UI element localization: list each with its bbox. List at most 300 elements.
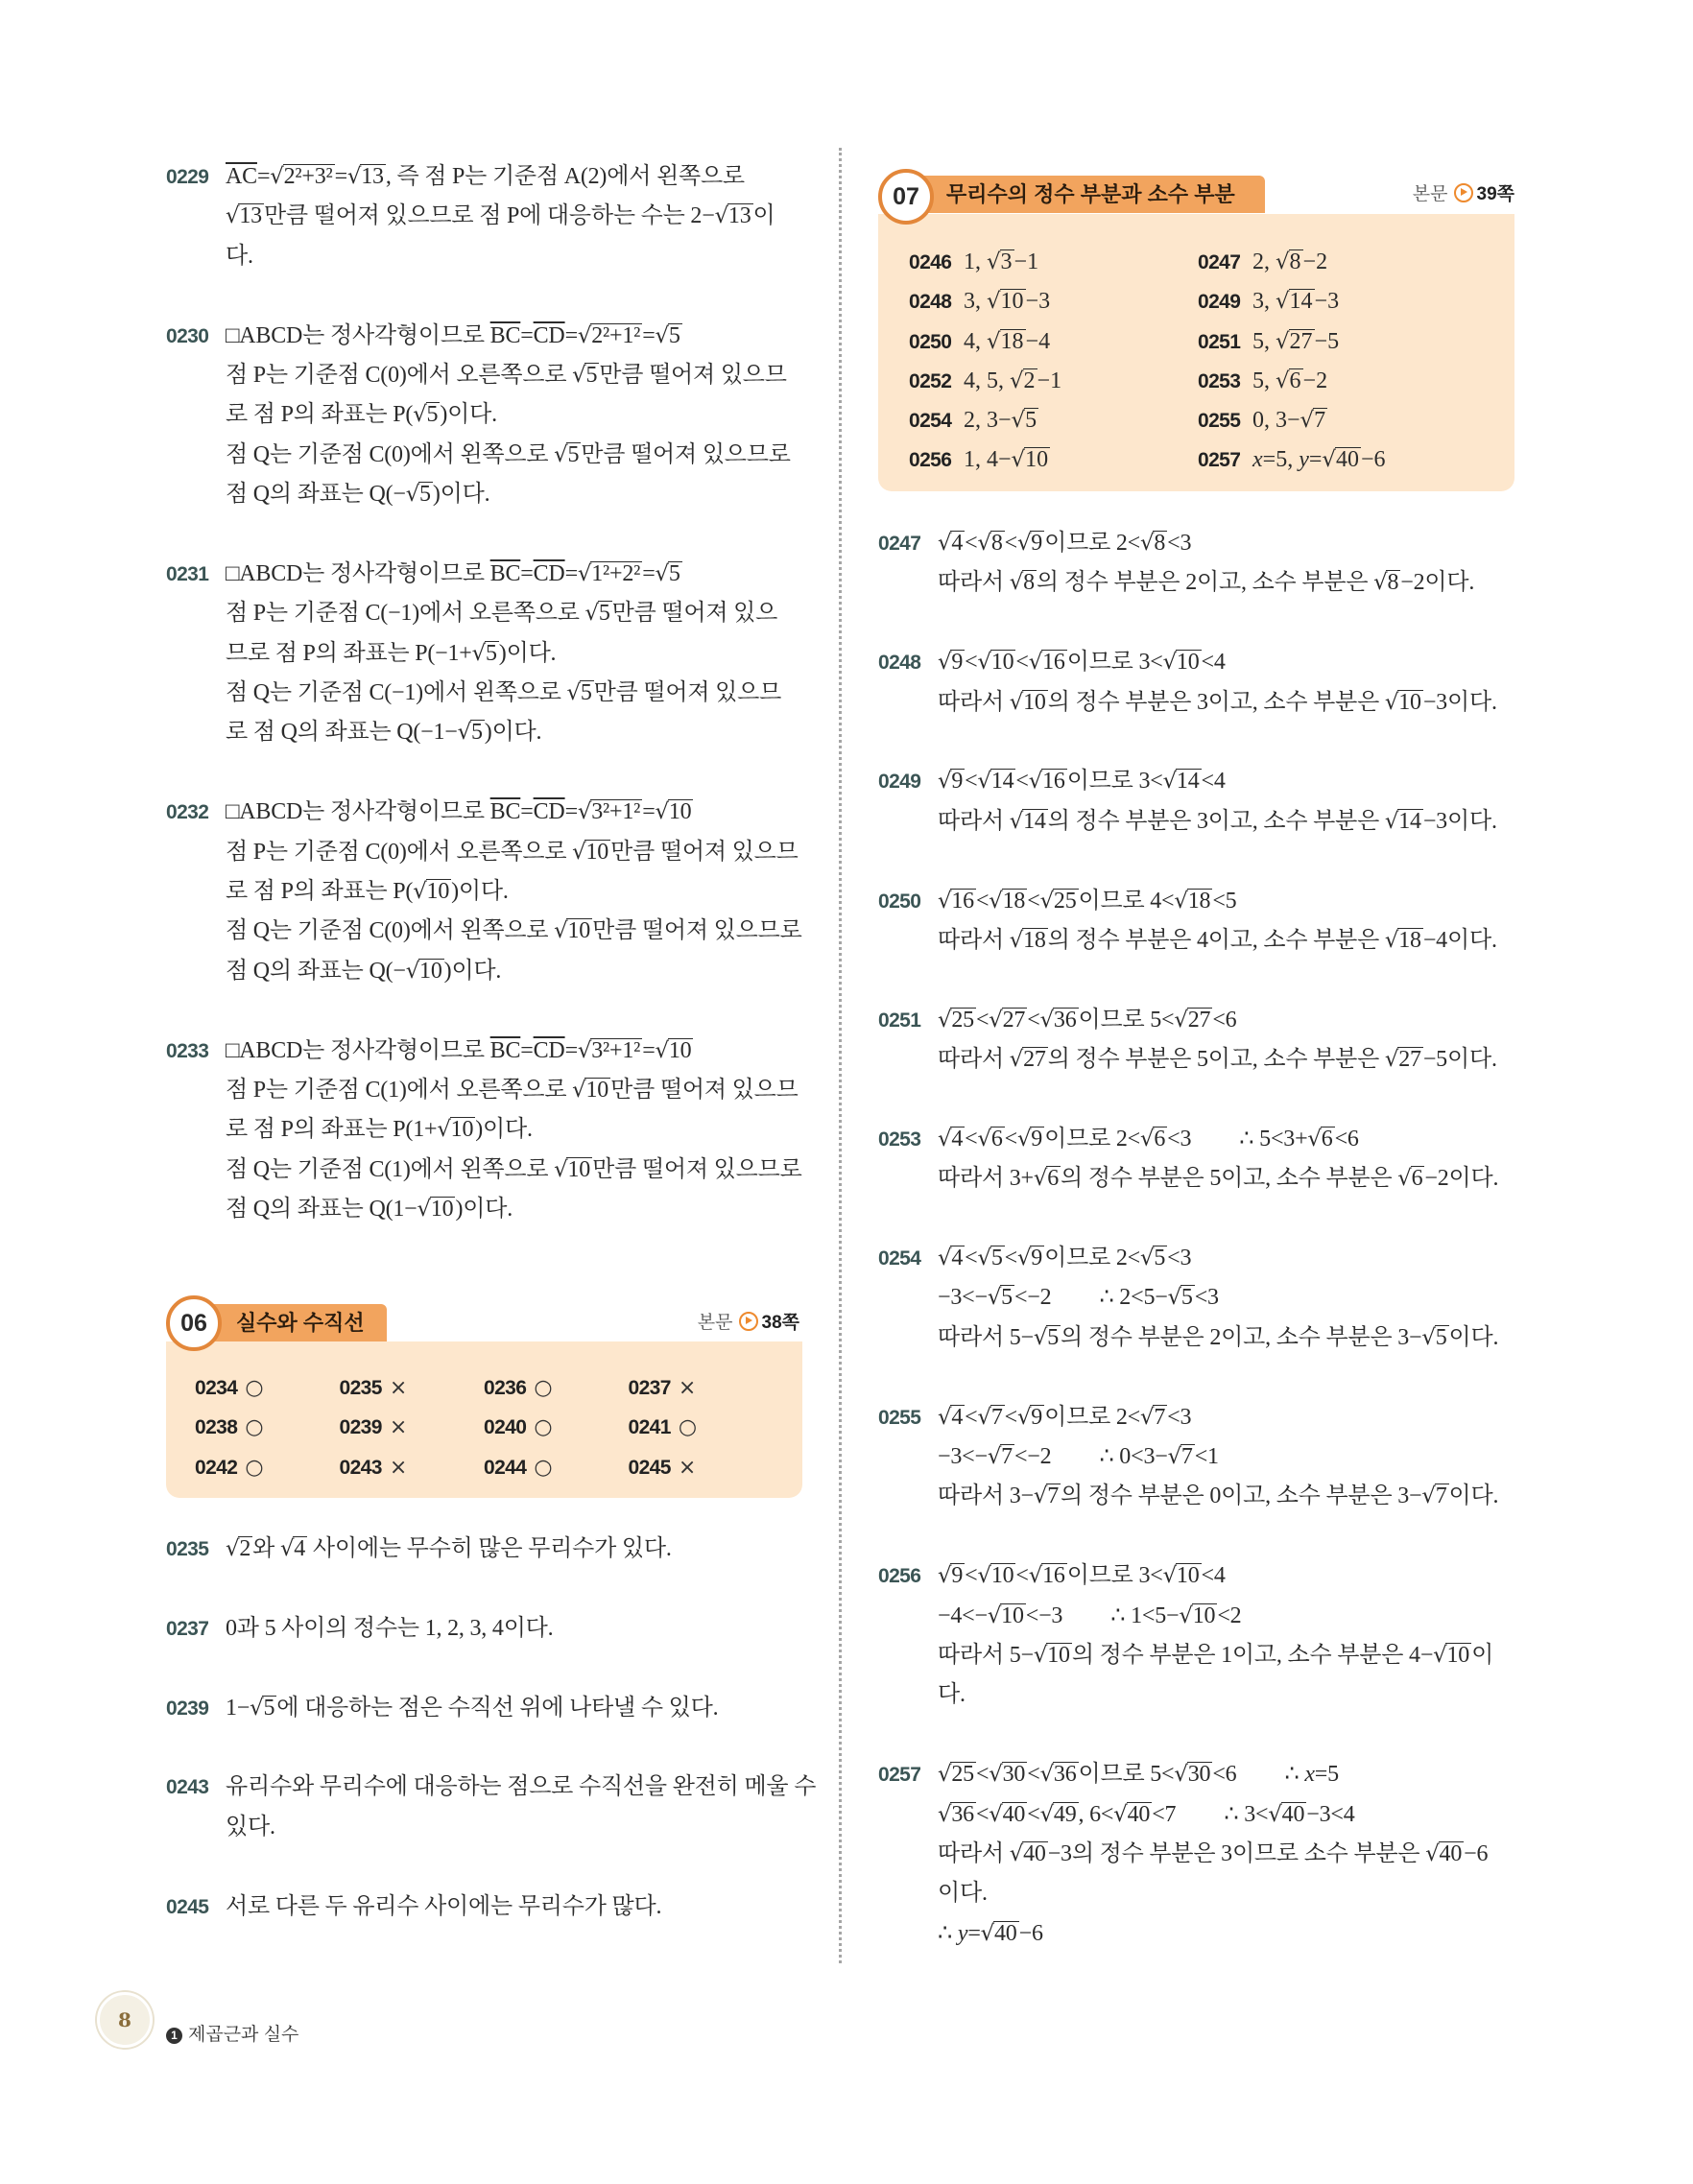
- answer-value: 5, √6−2: [1252, 368, 1328, 393]
- radical-sign-icon: √: [1322, 447, 1336, 473]
- radical-sign-icon: √: [938, 888, 952, 914]
- square-root: [988, 1444, 1014, 1469]
- problem-number: 0254: [909, 410, 952, 433]
- square-root: [989, 889, 1027, 914]
- radical-sign-icon: √: [471, 640, 486, 666]
- text-line: 점 Q의 좌표는 Q(−√5)이다.: [226, 482, 490, 508]
- solution-entry: [878, 1239, 1514, 1358]
- square-root: [977, 531, 1004, 556]
- solution-text: [938, 1120, 1514, 1199]
- text-line: 로 점 P의 좌표는 P(√10)이다.: [226, 879, 509, 905]
- text-line: √25<√30<√36이므로 5<√30<6 ∴ x=5: [938, 1762, 1339, 1788]
- square-root: [1276, 368, 1303, 393]
- square-root: [1433, 1643, 1471, 1668]
- radicand: 18: [1398, 927, 1421, 953]
- answer-value: 1, 4−√10: [964, 447, 1049, 473]
- text-line: 다.: [226, 243, 253, 269]
- square-root: [1012, 447, 1051, 472]
- page-number: 8: [97, 1992, 153, 2048]
- radicand: 40: [1127, 1801, 1151, 1827]
- square-root: [1034, 1166, 1061, 1191]
- answer-item: [1198, 362, 1487, 401]
- solution-entry: [878, 762, 1514, 842]
- answer-value: ×: [678, 1455, 697, 1480]
- square-root: [1017, 531, 1044, 556]
- solution-entry: [166, 317, 802, 515]
- radicand: 7: [1154, 1404, 1166, 1430]
- radicand: 40: [994, 1920, 1017, 1946]
- square-root: [226, 203, 264, 228]
- answer-value: ×: [389, 1415, 408, 1440]
- math-variable: y: [957, 1920, 968, 1946]
- radical-sign-icon: √: [405, 958, 420, 984]
- radicand: 14: [1176, 769, 1200, 795]
- text-line: □ABCD는 정사각형이므로 $\overline{BC}=\overline{CD}=√3^2+1^2=√10$: [226, 799, 692, 825]
- square-root: [656, 799, 694, 824]
- square-root: [1010, 1047, 1048, 1072]
- textbook-page-reference: [1413, 180, 1514, 209]
- radical-sign-icon: √: [1039, 1007, 1054, 1033]
- radical-sign-icon: √: [1421, 1484, 1436, 1509]
- square-root: [656, 561, 682, 586]
- square-root: [437, 1117, 475, 1142]
- square-root: [1017, 1127, 1044, 1151]
- radicand: 2: [239, 1536, 251, 1561]
- solution-text: [226, 1689, 802, 1728]
- solution-text: [938, 762, 1514, 842]
- problem-number: 0252: [909, 369, 952, 392]
- text-line: □ABCD는 정사각형이므로 $\overline{BC}=\overline{CD}=√1^2+2^2=√5$: [226, 560, 680, 586]
- text-line: 따라서 √40−3의 정수 부분은 3이므로 소수 부분은 √40−6: [938, 1840, 1489, 1866]
- radicand: 9: [951, 1563, 964, 1589]
- square-root: [578, 561, 642, 586]
- radicand: 10: [1176, 1563, 1200, 1589]
- square-root: [1140, 1127, 1167, 1151]
- radical-sign-icon: √: [405, 482, 420, 508]
- therefore-clause: ∴ 5<3+: [1239, 1126, 1308, 1151]
- problem-number: 0247: [878, 533, 921, 555]
- answer-item: [909, 322, 1198, 362]
- square-root: [406, 959, 444, 984]
- problem-number: 0243: [339, 1456, 382, 1479]
- square-root: [554, 1157, 592, 1182]
- radical-sign-icon: √: [1113, 1801, 1128, 1827]
- solution-entry: [878, 1398, 1514, 1517]
- square-root: [413, 402, 440, 427]
- solution-text: [226, 317, 802, 515]
- radical-sign-icon: √: [1016, 531, 1032, 556]
- radicand: 10: [585, 1077, 609, 1103]
- radical-sign-icon: √: [977, 531, 991, 556]
- section-number-badge: 06: [166, 1295, 222, 1351]
- solution-text: [226, 555, 802, 753]
- radicand: 8: [1154, 531, 1166, 556]
- radical-sign-icon: √: [987, 1285, 1002, 1311]
- radicand: 7: [1001, 1443, 1013, 1469]
- radicand: 7: [1314, 408, 1326, 434]
- radicand: 10: [1023, 689, 1046, 715]
- square-root: [988, 1285, 1014, 1310]
- radicand: 4: [951, 1404, 964, 1430]
- square-root: [989, 1762, 1027, 1787]
- square-root: [977, 1405, 1004, 1430]
- square-root: [1040, 1802, 1079, 1827]
- square-root: [977, 650, 1015, 675]
- answer-value: ×: [389, 1455, 408, 1480]
- text-line: 이다.: [938, 1881, 988, 1907]
- chapter-title: 제곱근과 실수: [188, 2025, 299, 2045]
- radicand: 9: [1031, 1126, 1043, 1151]
- square-root: [1163, 769, 1202, 794]
- overlined-segment: $\overline{CD}$: [533, 560, 565, 586]
- text-line: 다.: [938, 1682, 966, 1708]
- radical-sign-icon: √: [226, 203, 240, 229]
- square-root: [1276, 289, 1315, 314]
- text-line: √16<√18<√25이므로 4<√18<5: [938, 888, 1237, 914]
- solution-entry: [878, 1556, 1514, 1716]
- radicand: 9: [951, 769, 964, 795]
- radicand: 14: [1289, 289, 1313, 315]
- problem-number: 0244: [484, 1456, 527, 1479]
- overlined-segment: $\overline{AC}$: [226, 164, 257, 189]
- radicand: 7: [990, 1404, 1003, 1430]
- radicand: 10: [668, 799, 692, 825]
- radical-sign-icon: √: [577, 322, 592, 348]
- radicand: 40: [1439, 1840, 1463, 1866]
- radical-sign-icon: √: [938, 650, 952, 676]
- square-root: [1010, 368, 1037, 393]
- problem-number: 0247: [1198, 251, 1241, 273]
- text-line: 로 점 Q의 좌표는 Q(−1−√5)이다.: [226, 720, 542, 746]
- radical-sign-icon: √: [987, 289, 1001, 315]
- radicand: 6: [990, 1126, 1003, 1151]
- ref-label: 본문: [697, 1313, 733, 1333]
- radical-sign-icon: √: [457, 720, 471, 746]
- square-root: [1385, 1047, 1423, 1072]
- square-root: [989, 1802, 1027, 1827]
- solution-text: [226, 793, 802, 991]
- problem-number: 0245: [166, 1895, 209, 1918]
- radicand: 10: [1176, 650, 1200, 676]
- radical-sign-icon: √: [1384, 1047, 1399, 1073]
- answer-item: [484, 1448, 629, 1487]
- radicand: 27: [1289, 328, 1313, 354]
- text-line: √9<√10<√16이므로 3<√10<4: [938, 650, 1226, 676]
- radicand: 27: [1187, 1007, 1211, 1033]
- radical-sign-icon: √: [1307, 1126, 1322, 1151]
- solution-entry: [878, 1755, 1514, 1954]
- radical-sign-icon: √: [1011, 408, 1026, 434]
- radicand: 10: [426, 879, 450, 905]
- radicand: 13: [239, 203, 262, 229]
- radical-sign-icon: √: [1016, 1404, 1032, 1430]
- answer-value: 0, 3−√7: [1252, 408, 1326, 434]
- solution-text: [938, 524, 1514, 604]
- radicand: 7: [1435, 1484, 1447, 1509]
- answer-value: 5, √27−5: [1252, 328, 1340, 354]
- radicand: 4: [951, 1126, 964, 1151]
- radicand: 18: [1187, 888, 1211, 914]
- radicand: 18: [1002, 888, 1026, 914]
- text-line: 유리수와 무리수에 대응하는 점으로 수직선을 완전히 메울 수: [226, 1774, 817, 1800]
- square-root: [1425, 1841, 1464, 1866]
- problem-number: 0257: [1198, 449, 1241, 472]
- radical-sign-icon: √: [1011, 447, 1026, 473]
- solution-entry: [878, 1001, 1514, 1080]
- radicand: 36: [1053, 1007, 1077, 1033]
- square-root: [987, 289, 1026, 314]
- radicand: 10: [450, 1117, 474, 1143]
- square-root: [1012, 408, 1039, 433]
- problem-number: 0232: [166, 801, 209, 824]
- square-root: [1034, 1643, 1072, 1668]
- radical-sign-icon: √: [1033, 1324, 1048, 1350]
- square-root: [1174, 1762, 1212, 1787]
- radical-sign-icon: √: [989, 1007, 1003, 1033]
- radical-sign-icon: √: [938, 531, 952, 556]
- radicand: 9: [1031, 531, 1043, 556]
- square-root: [938, 1008, 976, 1033]
- text-line: 따라서 √14의 정수 부분은 3이고, 소수 부분은 √14−3이다.: [938, 808, 1497, 834]
- text-line: 점 Q의 좌표는 Q(−√10)이다.: [226, 958, 502, 984]
- problem-number: 0239: [339, 1416, 382, 1439]
- radical-sign-icon: √: [1421, 1324, 1436, 1350]
- text-line: √4<√7<√9이므로 2<√7<3: [938, 1404, 1192, 1430]
- radical-sign-icon: √: [1276, 368, 1290, 393]
- radical-sign-icon: √: [977, 1404, 991, 1430]
- answer-item: [909, 282, 1198, 321]
- solution-entry: [166, 1609, 802, 1649]
- square-root: [977, 1127, 1004, 1151]
- radical-sign-icon: √: [1009, 808, 1024, 834]
- radicand: 5: [585, 362, 598, 388]
- overlined-segment: $\overline{CD}$: [533, 799, 565, 825]
- solution-entry: [166, 555, 802, 753]
- radical-sign-icon: √: [584, 601, 599, 627]
- radicand: 3²+1²: [591, 799, 641, 825]
- therefore-clause: ∴: [1284, 1762, 1305, 1788]
- math-variable: x: [1252, 447, 1263, 473]
- radical-sign-icon: √: [1174, 888, 1188, 914]
- radicand: 27: [1023, 1047, 1046, 1073]
- math-variable: y: [1299, 447, 1309, 473]
- radicand: 3: [1000, 249, 1013, 274]
- radical-sign-icon: √: [977, 769, 991, 795]
- square-root: [987, 249, 1014, 274]
- square-root: [554, 918, 592, 943]
- radical-sign-icon: √: [1384, 689, 1399, 715]
- radical-sign-icon: √: [938, 1007, 952, 1033]
- problem-number: 0237: [628, 1377, 671, 1399]
- square-root: [1421, 1325, 1448, 1350]
- section-title: 실수와 수직선: [236, 1311, 365, 1335]
- text-line: −4<−√10<−3 ∴ 1<5−√10<2: [938, 1602, 1242, 1628]
- text-line: 따라서 √27의 정수 부분은 5이고, 소수 부분은 √27−5이다.: [938, 1047, 1497, 1073]
- text-line: √25<√27<√36이므로 5<√27<6: [938, 1007, 1237, 1033]
- square-root: [578, 1038, 642, 1063]
- radicand: 5: [485, 640, 497, 666]
- radicand: 5: [1025, 408, 1037, 434]
- problem-number: 0251: [878, 1009, 921, 1032]
- solution-text: [938, 1398, 1514, 1517]
- problem-number: 0253: [1198, 369, 1241, 392]
- radicand: 5: [1001, 1285, 1013, 1311]
- radicand: 14: [1023, 808, 1046, 834]
- solution-entry: [166, 1032, 802, 1230]
- square-root: [1397, 1166, 1424, 1191]
- radicand: 25: [1053, 888, 1077, 914]
- solution-text: [938, 1239, 1514, 1358]
- answer-item: [1198, 322, 1487, 362]
- answer-value: ○: [534, 1415, 553, 1440]
- radical-sign-icon: √: [1276, 249, 1290, 274]
- text-line: □ABCD는 정사각형이므로 $\overline{BC}=\overline{CD}=√3^2+1^2=√10$: [226, 1037, 692, 1063]
- radicand: 4: [951, 1246, 964, 1271]
- answer-item: [1198, 282, 1487, 321]
- square-root: [1168, 1285, 1195, 1310]
- radical-sign-icon: √: [938, 1404, 952, 1430]
- radicand: 5: [426, 402, 439, 428]
- square-root: [1174, 889, 1212, 914]
- radical-sign-icon: √: [270, 164, 284, 189]
- square-root: [1276, 249, 1303, 274]
- problem-number: 0253: [878, 1128, 921, 1151]
- text-line: 점 P는 기준점 C(0)에서 오른쪽으로 √5만큼 떨어져 있으므: [226, 362, 787, 388]
- arrow-right-icon: [739, 1312, 758, 1331]
- therefore-clause: ∴ 0<3−: [1099, 1443, 1168, 1469]
- radical-sign-icon: √: [1033, 1166, 1048, 1192]
- problem-number: 0245: [628, 1456, 671, 1479]
- radicand: 10: [1000, 289, 1024, 315]
- overlined-segment: $\overline{BC}$: [489, 1037, 521, 1063]
- problem-number: 0231: [166, 562, 209, 585]
- square-root: [1179, 1603, 1217, 1628]
- answer-item: [629, 1368, 774, 1408]
- radicand: 18: [1000, 328, 1024, 354]
- problem-number: 0230: [166, 324, 209, 347]
- solution-entry: [166, 1689, 802, 1728]
- radical-sign-icon: √: [655, 799, 669, 825]
- radical-sign-icon: √: [977, 1126, 991, 1151]
- radical-sign-icon: √: [226, 1536, 240, 1561]
- radical-sign-icon: √: [577, 560, 592, 586]
- radicand: 5: [668, 560, 680, 586]
- square-root: [977, 1246, 1004, 1270]
- arrow-right-icon: [1454, 183, 1473, 202]
- radicand: 30: [1002, 1762, 1026, 1788]
- square-root: [1140, 1405, 1167, 1430]
- square-root: [977, 769, 1015, 794]
- radicand: 5: [598, 601, 610, 627]
- radicand: 6: [1289, 368, 1301, 393]
- radical-sign-icon: √: [279, 1536, 295, 1561]
- radicand: 3²+1²: [591, 1037, 641, 1063]
- answer-value: 3, √14−3: [1252, 289, 1340, 315]
- text-line: 따라서 5−√10의 정수 부분은 1이고, 소수 부분은 4−√10이: [938, 1642, 1494, 1668]
- radical-sign-icon: √: [1140, 1404, 1155, 1430]
- problem-number: 0237: [166, 1617, 209, 1640]
- radical-sign-icon: √: [1039, 1801, 1054, 1827]
- square-root: [572, 363, 599, 388]
- solution-text: [938, 1556, 1514, 1716]
- answer-value: 1, √3−1: [964, 249, 1039, 274]
- square-root: [1034, 1325, 1061, 1350]
- radical-sign-icon: √: [1276, 289, 1290, 315]
- ref-page: 38쪽: [761, 1313, 799, 1333]
- radical-sign-icon: √: [1009, 1840, 1024, 1866]
- radicand: 10: [1192, 1602, 1216, 1628]
- radicand: 5: [470, 720, 483, 746]
- radicand: 36: [951, 1801, 974, 1827]
- text-line: 1−√5에 대응하는 점은 수직선 위에 나타낼 수 있다.: [226, 1695, 719, 1721]
- square-root: [938, 1762, 976, 1787]
- radical-sign-icon: √: [1167, 1285, 1181, 1311]
- radical-sign-icon: √: [1300, 408, 1315, 434]
- radical-sign-icon: √: [437, 1117, 451, 1143]
- overlined-segment: $\overline{CD}$: [533, 1037, 565, 1063]
- answer-value: 3, √10−3: [964, 289, 1051, 315]
- section-title: 무리수의 정수 부분과 소수 부분: [946, 182, 1235, 206]
- radical-sign-icon: √: [1162, 1563, 1177, 1589]
- answer-value: ○: [534, 1455, 553, 1480]
- radicand: 6: [1154, 1126, 1166, 1151]
- radicand: 13: [727, 203, 751, 229]
- problem-number: 0239: [166, 1697, 209, 1720]
- radical-sign-icon: √: [1028, 1563, 1043, 1589]
- square-root: [1010, 690, 1048, 715]
- radical-sign-icon: √: [566, 680, 581, 706]
- solution-text: [226, 1768, 817, 1847]
- square-root: [1017, 1405, 1044, 1430]
- radical-sign-icon: √: [1384, 927, 1399, 953]
- answer-item: [340, 1408, 485, 1447]
- radicand: 5: [1435, 1324, 1447, 1350]
- radical-sign-icon: √: [1028, 650, 1043, 676]
- square-root: [1029, 769, 1067, 794]
- right-column-solutions: [878, 524, 1514, 1993]
- text-line: 따라서 5−√5의 정수 부분은 2이고, 소수 부분은 3−√5이다.: [938, 1324, 1499, 1350]
- radical-sign-icon: √: [1140, 531, 1155, 556]
- radicand: 9: [1031, 1246, 1043, 1271]
- square-root: [938, 650, 965, 675]
- square-root: [938, 1246, 965, 1270]
- problem-number: 0248: [909, 291, 952, 314]
- math-variable: x: [1304, 1762, 1315, 1788]
- solution-entry: [878, 1120, 1514, 1199]
- answer-item: [340, 1368, 485, 1408]
- radicand: 27: [1002, 1007, 1026, 1033]
- radical-sign-icon: √: [1016, 1126, 1032, 1151]
- text-line: √36<√40<√49, 6<√40<7 ∴ 3<√40−3<4: [938, 1801, 1355, 1827]
- solution-text: [226, 1887, 802, 1927]
- radicand: 5: [990, 1246, 1003, 1271]
- radicand: 10: [1398, 689, 1421, 715]
- problem-number: 0242: [195, 1456, 238, 1479]
- square-root: [1010, 928, 1048, 953]
- answer-value: ×: [678, 1376, 697, 1400]
- radicand: 5: [419, 482, 431, 508]
- radicand: 10: [990, 650, 1014, 676]
- answer-value: x=5, y=√40−6: [1252, 447, 1386, 473]
- radical-sign-icon: √: [1039, 1762, 1054, 1788]
- radical-sign-icon: √: [1033, 1642, 1048, 1668]
- therefore-clause: ∴ 1<5−: [1110, 1602, 1180, 1628]
- radical-sign-icon: √: [572, 362, 586, 388]
- square-root: [1385, 928, 1423, 953]
- problem-number: 0235: [166, 1538, 209, 1560]
- overlined-segment: $\overline{BC}$: [489, 560, 521, 586]
- square-root: [406, 482, 433, 507]
